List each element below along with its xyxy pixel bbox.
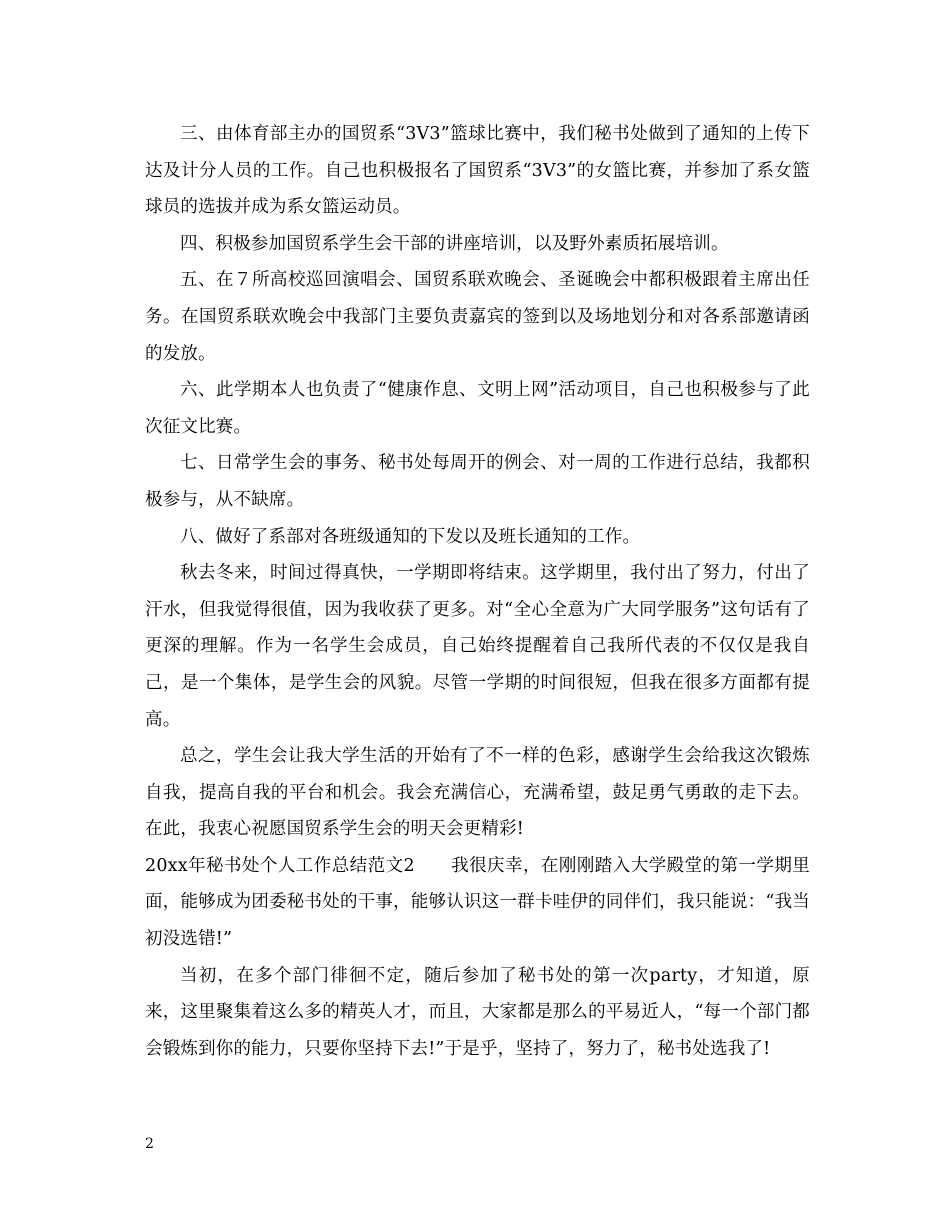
paragraph-conclusion: 总之，学生会让我大学生活的开始有了不一样的色彩，感谢学生会给我这次锻炼自我，提高自我的平台和机会。我会充满信心，充满希望，鼓足勇气勇敢的走下去。在此，我衷心祝愿国贸系学生会的明天会更精彩! bbox=[145, 746, 810, 840]
paragraph-item-7: 七、日常学生会的事务、秘书处每周开的例会、对一周的工作进行总结，我都积极参与，从不缺席。 bbox=[145, 453, 810, 510]
document-body bbox=[145, 116, 810, 1067]
section-first-text: 我很庆幸，在刚刚踏入大学殿堂的第一学期里面，能够成为团委秘书处的干事，能够认识这一群卡哇伊的同伴们，我只能说：“我当初没选错!” bbox=[145, 855, 810, 950]
section-heading: 20xx年秘书处个人工作总结范文2 bbox=[145, 855, 415, 876]
section-2-opening bbox=[145, 848, 810, 958]
paragraph-party: 当初，在多个部门徘徊不定，随后参加了秘书处的第一次party，才知道，原来，这里聚集着这么多的精英人才，而且，大家都是那么的平易近人，“每一个部门都会锻炼到你的能力，只要你坚持下去!”于是乎，坚持了，努力了，秘书处选我了! bbox=[145, 965, 810, 1059]
paragraph-item-3: 三、由体育部主办的国贸系“3V3”篮球比赛中，我们秘书处做到了通知的上传下达及计分人员的工作。自己也积极报名了国贸系“3V3”的女篮比赛，并参加了系女篮球员的选拔并成为系女篮运动员。 bbox=[145, 124, 810, 218]
paragraph-item-6: 六、此学期本人也负责了“健康作息、文明上网”活动项目，自己也积极参与了此次征文比赛。 bbox=[145, 380, 810, 437]
page-number: 2 bbox=[145, 1136, 154, 1152]
paragraph-reflection: 秋去冬来，时间过得真快，一学期即将结束。这学期里，我付出了努力，付出了汗水，但我觉得很值，因为我收获了更多。对“全心全意为广大同学服务”这句话有了更深的理解。作为一名学生会成员，自己始终提醒着自己我所代表的不仅仅是我自己，是一个集体，是学生会的风貌。尽管一学期的时间很短，但我在很多方面都有提高。 bbox=[145, 563, 810, 730]
paragraph-item-4: 四、积极参加国贸系学生会干部的讲座培训，以及野外素质拓展培训。 bbox=[180, 233, 729, 254]
paragraph-item-5: 五、在７所高校巡回演唱会、国贸系联欢晚会、圣诞晚会中都积极跟着主席出任务。在国贸系联欢晚会中我部门主要负责嘉宾的签到以及场地划分和对各系部邀请函的发放。 bbox=[145, 270, 810, 364]
paragraph-item-8: 八、做好了系部对各班级通知的下发以及班长通知的工作。 bbox=[180, 526, 641, 547]
